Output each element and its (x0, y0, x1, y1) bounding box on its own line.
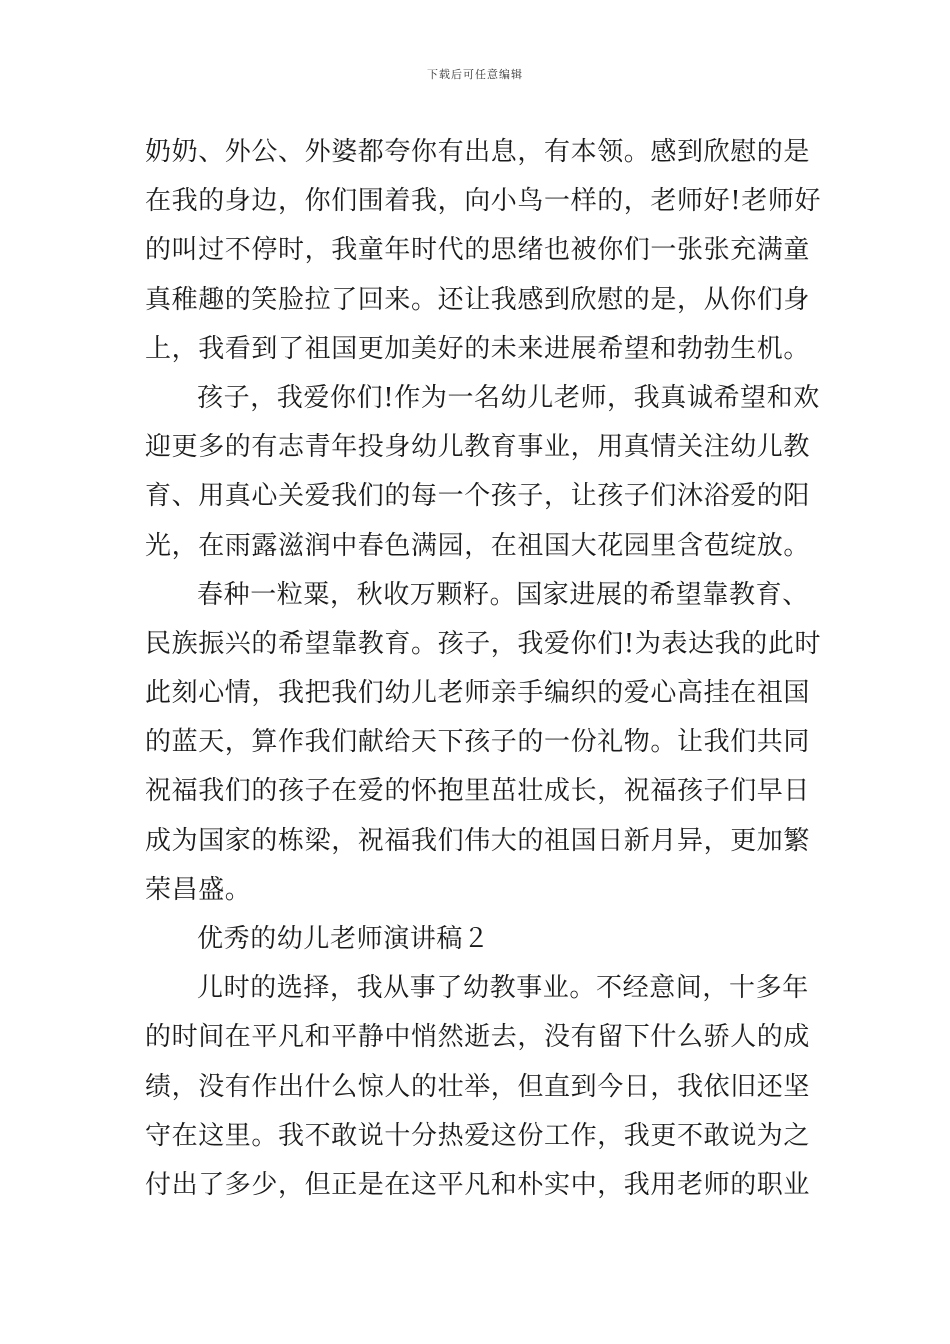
text-line: 春种一粒粟，秋收万颗籽。国家进展的希望靠教育、 (197, 579, 809, 610)
page-header: 下载后可任意编辑 (427, 68, 523, 81)
text-line: 迎更多的有志青年投身幼儿教育事业，用真情关注幼儿教 (145, 432, 811, 463)
text-line: 祝福我们的孩子在爱的怀抱里茁壮成长，祝福孩子们早日 (145, 776, 811, 807)
body-text (145, 128, 822, 1210)
text-line: 优秀的幼儿老师演讲稿２ (197, 924, 490, 954)
text-line: 的时间在平凡和平静中悄然逝去，没有留下什么骄人的成 (145, 1022, 811, 1053)
text-line: 守在这里。我不敢说十分热爱这份工作，我更不敢说为之 (145, 1120, 811, 1151)
text-line: 光，在雨露滋润中春色满园，在祖国大花园里含苞绽放。 (145, 530, 811, 561)
text-line: 儿时的选择，我从事了幼教事业。不经意间，十多年 (197, 973, 809, 1004)
text-line: 育、用真心关爱我们的每一个孩子，让孩子们沐浴爱的阳 (145, 481, 811, 512)
text-line: 荣昌盛。 (145, 874, 252, 905)
text-line: 成为国家的栋梁，祝福我们伟大的祖国日新月异，更加繁 (145, 825, 811, 856)
text-line: 的蓝天，算作我们献给天下孩子的一份礼物。让我们共同 (145, 727, 811, 758)
text-line: 真稚趣的笑脸拉了回来。还让我感到欣慰的是，从你们身 (145, 284, 811, 315)
text-line: 在我的身边，你们围着我，向小鸟一样的，老师好!老师好 (145, 186, 822, 217)
text-line: 民族振兴的希望靠教育。孩子，我爱你们!为表达我的此时 (145, 628, 822, 659)
text-line: 此刻心情，我把我们幼儿老师亲手编织的爱心高挂在祖国 (145, 678, 811, 709)
text-line: 奶奶、外公、外婆都夸你有出息，有本领。感到欣慰的是 (145, 137, 811, 167)
text-line: 付出了多少，但正是在这平凡和朴实中，我用老师的职业 (145, 1169, 811, 1200)
text-line: 绩，没有作出什么惊人的壮举，但直到今日，我依旧还坚 (145, 1071, 811, 1102)
text-line: 的叫过不停时，我童年时代的思绪也被你们一张张充满童 (145, 235, 811, 266)
text-line: 上，我看到了祖国更加美好的未来进展希望和勃勃生机。 (145, 333, 811, 364)
text-line: 孩子，我爱你们!作为一名幼儿老师，我真诚希望和欢 (197, 382, 820, 413)
